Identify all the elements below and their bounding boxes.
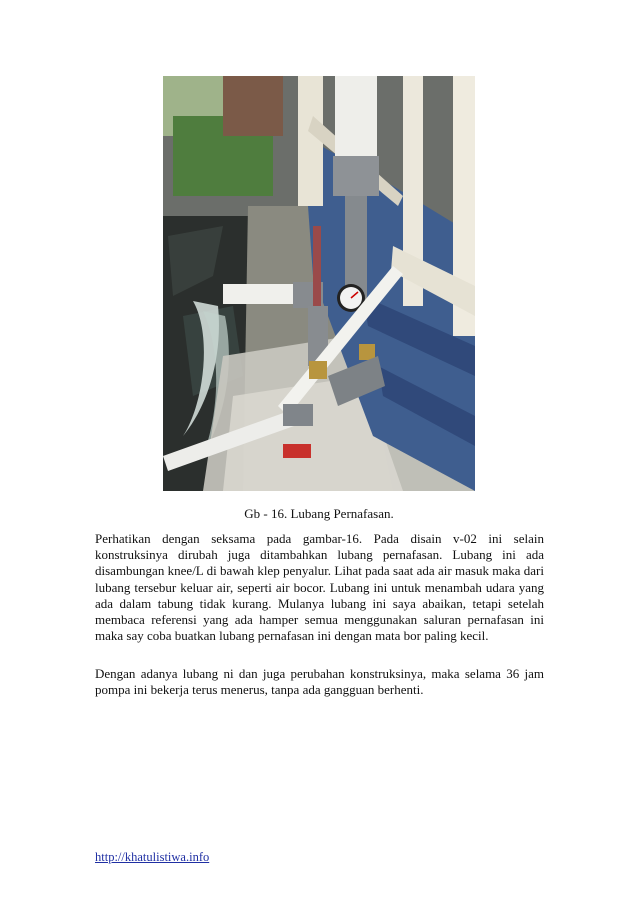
pump-breathing-hole-photo: [163, 76, 475, 491]
figure-caption: Gb - 16. Lubang Pernafasan.: [244, 506, 394, 521]
paragraph-1: Perhatikan dengan seksama pada gambar-16. Pada disain v-02 ini selain konstruksinya dirubah juga ditambahkan lubang pernafasan. Lubang ini ada disambungan knee/L di bawah klep penyalur. Lihat pada saat ada air masuk maka dari lubang tersebur keluar air, seperti air bocor. Lubang ini untuk menambah udara yang ada dalam tabung tidak kurang. Mulanya lubang ini saya abaikan, tetapi setelah membaca referensi yang ada hamper semua menggunakan saluran pernafasan ini maka say coba buatkan lubang pernafasan ini dengan mata bor paling kecil.: [95, 531, 544, 644]
footer-website-link[interactable]: http://khatulistiwa.info: [95, 850, 210, 864]
paragraph-2: Dengan adanya lubang ni dan juga perubahan konstruksinya, maka selama 36 jam pompa ini bekerja terus menerus, tanpa ada gangguan berhenti.: [95, 666, 544, 698]
